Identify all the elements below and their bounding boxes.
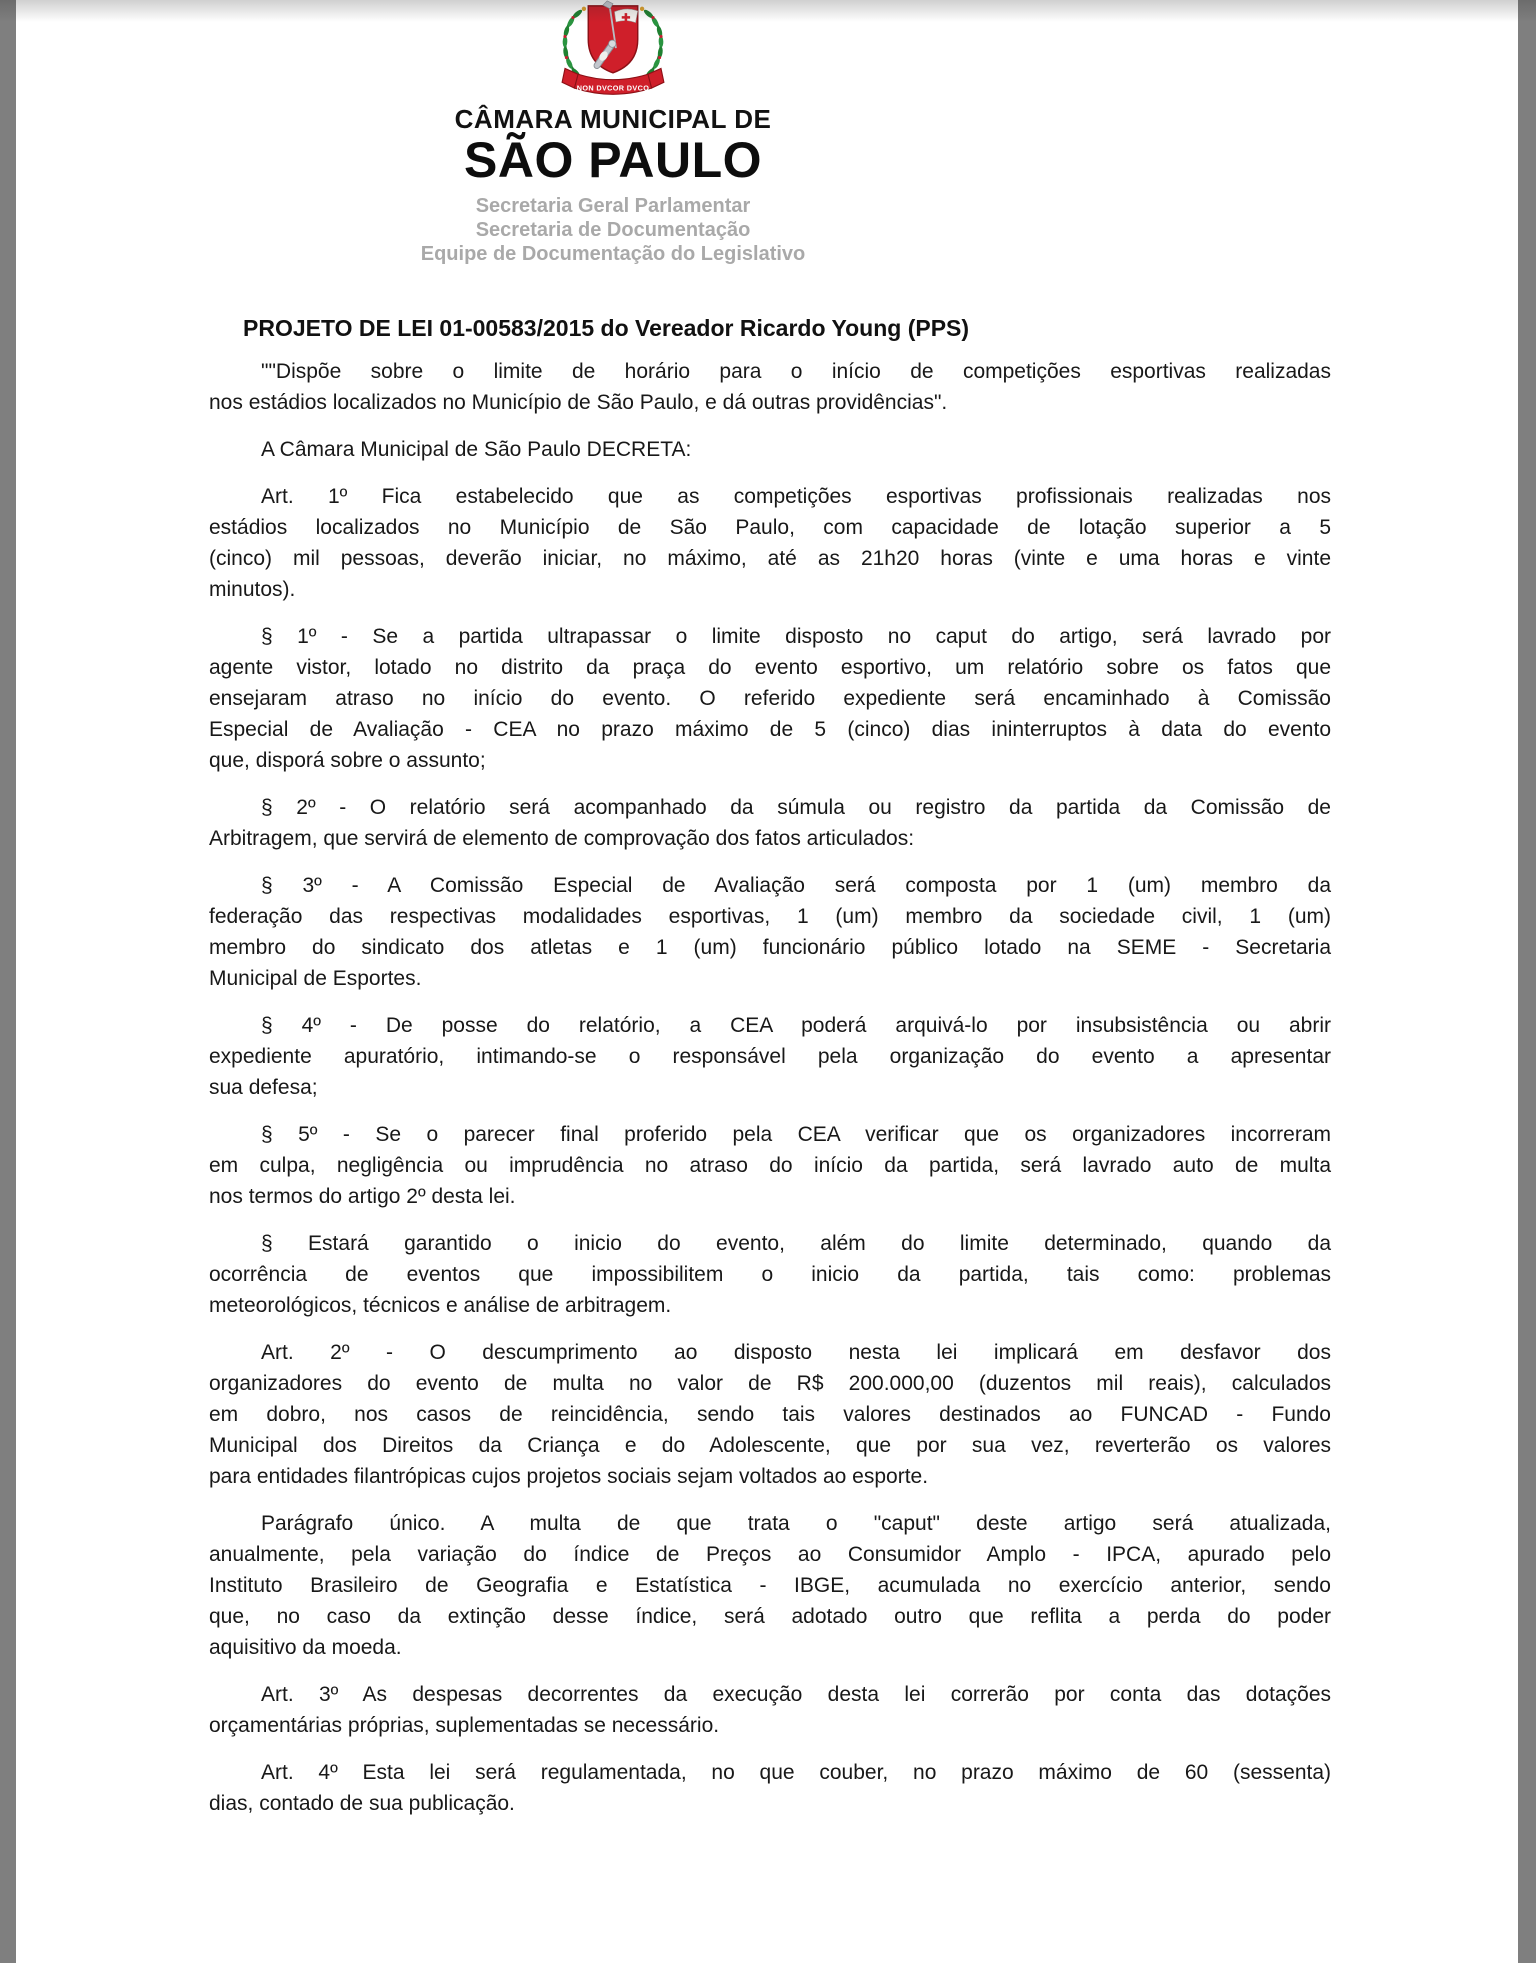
text-line: Art. 2º - O descumprimento ao disposto nesta lei implicará em desfavor dos — [261, 1341, 1331, 1364]
text-line: minutos). — [209, 578, 296, 601]
subtitle-line: Equipe de Documentação do Legislativo — [420, 243, 806, 265]
text-line: federação das respectivas modalidades esportivas, 1 (um) membro da sociedade civil, 1 (um) — [209, 905, 1331, 928]
text-line: estádios localizados no Município de São Paulo, com capacidade de lotação superior a 5 — [209, 516, 1331, 539]
sao-paulo-coat-of-arms-icon — [533, 0, 693, 102]
paragraph-par3 — [209, 870, 1331, 994]
text-line: organizadores do evento de multa no valor de R$ 200.000,00 (duzentos mil reais), calculados — [209, 1372, 1331, 1395]
text-line: Art. 4º Esta lei será regulamentada, no que couber, no prazo máximo de 60 (sessenta) — [261, 1761, 1331, 1784]
text-line: Art. 3º As despesas decorrentes da execução desta lei correrão por conta das dotações — [261, 1683, 1331, 1706]
text-line: Municipal dos Direitos da Criança e do Adolescente, que por sua vez, reverterão os valores — [209, 1434, 1331, 1457]
text-line: ensejaram atraso no início do evento. O referido expediente será encaminhado à Comissão — [209, 687, 1331, 710]
text-line: Instituto Brasileiro de Geografia e Estatística - IBGE, acumulada no exercício anterior, sendo — [209, 1574, 1331, 1597]
paragraph-art3 — [209, 1679, 1331, 1741]
text-line: sua defesa; — [209, 1076, 318, 1099]
subtitle-line: Secretaria de Documentação — [475, 219, 751, 241]
paragraph-decreta — [209, 434, 1331, 465]
text-line: para entidades filantrópicas cujos projetos sociais sejam voltados ao esporte. — [209, 1465, 929, 1488]
paragraph-par5 — [209, 1119, 1331, 1212]
gauntlet-icon — [609, 40, 616, 47]
paragraph-art2 — [209, 1337, 1331, 1492]
paragraph-art4 — [209, 1757, 1331, 1819]
text-line: Arbitragem, que servirá de elemento de comprovação dos fatos articulados: — [209, 827, 915, 850]
text-line: Art. 1º Fica estabelecido que as competições esportivas profissionais realizadas nos — [261, 485, 1331, 508]
text-line: Especial de Avaliação - CEA no prazo máximo de 5 (cinco) dias ininterruptos à data do evento — [209, 718, 1331, 741]
motto-text: NON DVCOR DVCO — [576, 83, 650, 93]
text-line: A Câmara Municipal de São Paulo DECRETA: — [261, 438, 692, 461]
shield-icon — [588, 1, 637, 73]
text-line: Parágrafo único. A multa de que trata o "caput" deste artigo será atualizada, — [261, 1512, 1331, 1535]
text-line: nos estádios localizados no Município de São Paulo, e dá outras providências". — [209, 391, 948, 414]
gold-ornament-icon — [582, 7, 586, 11]
text-line: orçamentárias próprias, suplementadas se necessário. — [209, 1714, 720, 1737]
text-line: aquisitivo da moeda. — [209, 1636, 402, 1659]
text-line: que, no caso da extinção desse índice, será adotado outro que reflita a perda do poder — [209, 1605, 1331, 1628]
paragraph-art1 — [209, 481, 1331, 605]
subtitle-line: Secretaria Geral Parlamentar — [475, 195, 751, 217]
text-line: § 1º - Se a partida ultrapassar o limite disposto no caput do artigo, será lavrado por — [261, 625, 1331, 648]
paragraph-par-garantia — [209, 1228, 1331, 1321]
paragraph-par4 — [209, 1010, 1331, 1103]
text-line: § 5º - Se o parecer final proferido pela CEA verificar que os organizadores incorreram — [261, 1123, 1331, 1146]
text-line: § 3º - A Comissão Especial de Avaliação será composta por 1 (um) membro da — [261, 874, 1331, 897]
paragraph-par2 — [209, 792, 1331, 854]
text-line: § Estará garantido o inicio do evento, além do limite determinado, quando da — [261, 1232, 1331, 1255]
org-name-line2: SÃO PAULO — [463, 132, 763, 188]
canvas-margin-left — [0, 0, 16, 1963]
text-line: ocorrência de eventos que impossibilitem o inicio da partida, tais como: problemas — [209, 1263, 1331, 1286]
text-line: Municipal de Esportes. — [209, 967, 422, 990]
text-line: expediente apuratório, intimando-se o responsável pela organização do evento a apresentar — [209, 1045, 1331, 1068]
text-line: anualmente, pela variação do índice de Preços ao Consumidor Amplo - IPCA, apurado pelo — [209, 1543, 1331, 1566]
document-title: PROJETO DE LEI 01-00583/2015 do Vereador Ricardo Young (PPS) — [243, 315, 970, 341]
text-line: que, disporá sobre o assunto; — [209, 749, 486, 772]
text-line: § 4º - De posse do relatório, a CEA poderá arquivá-lo por insubsistência ou abrir — [261, 1014, 1331, 1037]
text-line: ""Dispõe sobre o limite de horário para o início de competições esportivas realizadas — [261, 360, 1331, 383]
text-line: nos termos do artigo 2º desta lei. — [209, 1185, 516, 1208]
text-line: dias, contado de sua publicação. — [209, 1792, 515, 1815]
letterhead — [313, 0, 913, 266]
text-line: agente vistor, lotado no distrito da praça do evento esportivo, um relatório sobre os fatos que — [209, 656, 1331, 679]
gold-ornament-icon — [640, 7, 644, 11]
letterhead-subtitles — [313, 194, 913, 266]
paragraph-ementa — [209, 356, 1331, 418]
text-line: § 2º - O relatório será acompanhado da súmula ou registro da partida da Comissão de — [261, 796, 1331, 819]
paragraph-paragrafo-unico — [209, 1508, 1331, 1663]
paragraph-par1 — [209, 621, 1331, 776]
canvas-margin-right — [1518, 0, 1536, 1963]
text-line: meteorológicos, técnicos e análise de arbitragem. — [209, 1294, 672, 1317]
text-line: (cinco) mil pessoas, deverão iniciar, no máximo, até as 21h20 horas (vinte e uma horas e vinte — [209, 547, 1331, 570]
text-line: em dobro, nos casos de reincidência, sendo tais valores destinados ao FUNCAD - Fundo — [209, 1403, 1331, 1426]
text-line: em culpa, negligência ou imprudência no atraso do início da partida, será lavrado auto de multa — [209, 1154, 1331, 1177]
text-line: membro do sindicato dos atletas e 1 (um) funcionário público lotado na SEME - Secretaria — [209, 936, 1331, 959]
document-body — [209, 356, 1331, 1819]
org-name-line1: CÂMARA MUNICIPAL DE — [454, 104, 772, 134]
document-page — [16, 0, 1518, 1963]
